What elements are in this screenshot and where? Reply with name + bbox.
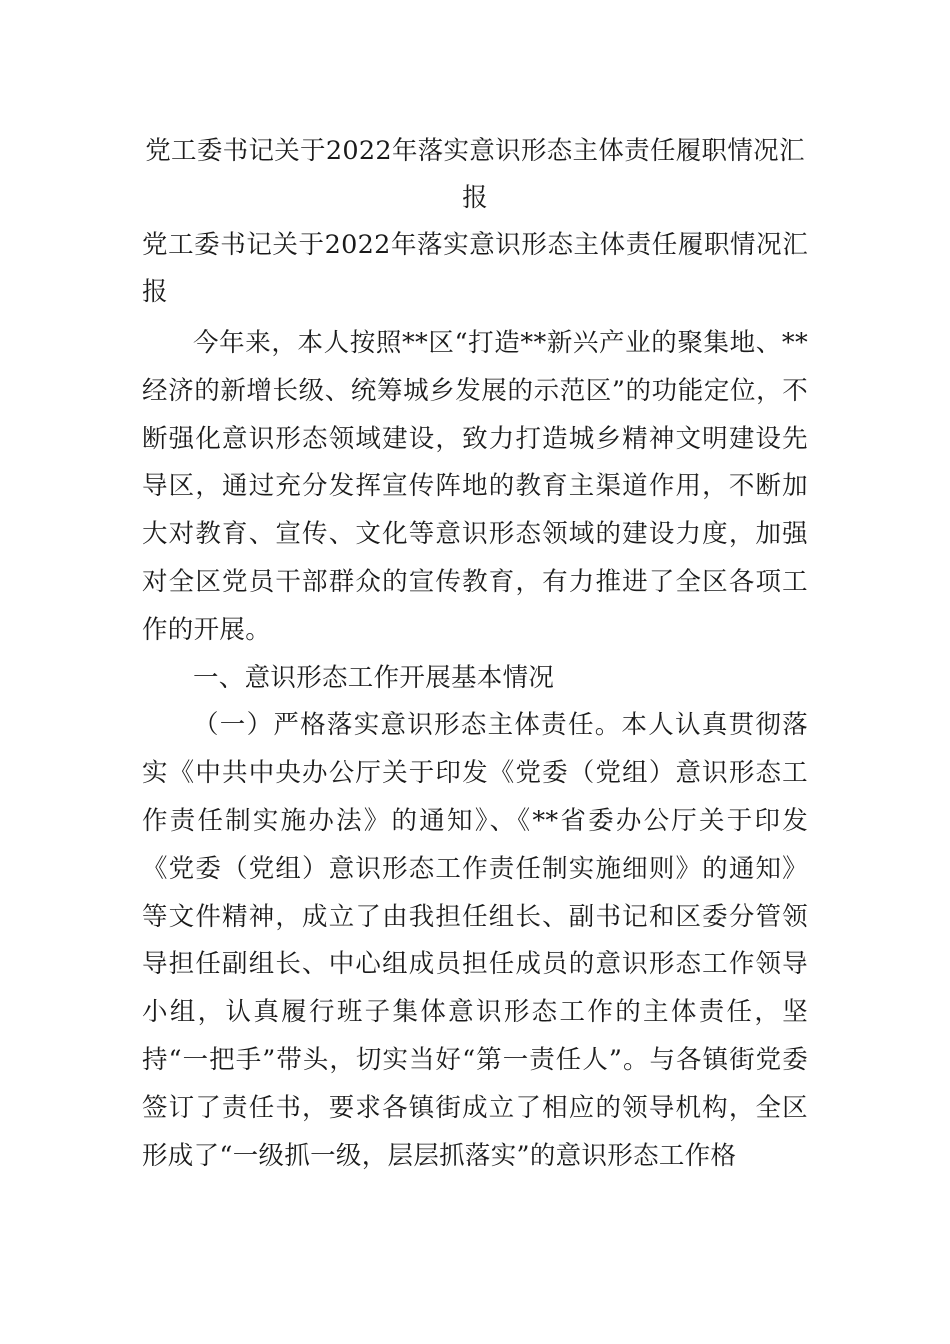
document-subtitle: 党工委书记关于2022年落实意识形态主体责任履职情况汇报 [142,230,808,307]
intro-paragraph: 今年来，本人按照**区“打造**新兴产业的聚集地、**经济的新增长级、统筹城乡发展的示范区”的功能定位，不断强化意识形态领域建设，致力打造城乡精神文明建设先导区，通过充分发挥宣传阵地的教育主渠道作用，不断加大对教育、宣传、文化等意识形态领域的建设力度，加强对全区党员干部群众的宣传教育，有力推进了全区各项工作的开展。 [142,328,808,645]
section-paragraph: （一）严格落实意识形态主体责任。本人认真贯彻落实《中共中央办公厅关于印发《党委（党组）意识形态工作责任制实施办法》的通知》、《**省委办公厅关于印发《党委（党组）意识形态工作责任制实施细则》的通知》等文件精神，成立了由我担任组长、副书记和区委分管领导担任副组长、中心组成员担任成员的意识形态工作领导小组，认真履行班子集体意识形态工作的主体责任，坚持“一把手”带头，切实当好“第一责任人”。与各镇街党委签订了责任书，要求各镇街成立了相应的领导机构，全区形成了“一级抓一级，层层抓落实”的意识形态工作格 [142,710,808,1171]
section-heading: 一、意识形态工作开展基本情况 [193,662,555,693]
document-title: 党工委书记关于2022年落实意识形态主体责任履职情况汇报 [145,136,805,213]
